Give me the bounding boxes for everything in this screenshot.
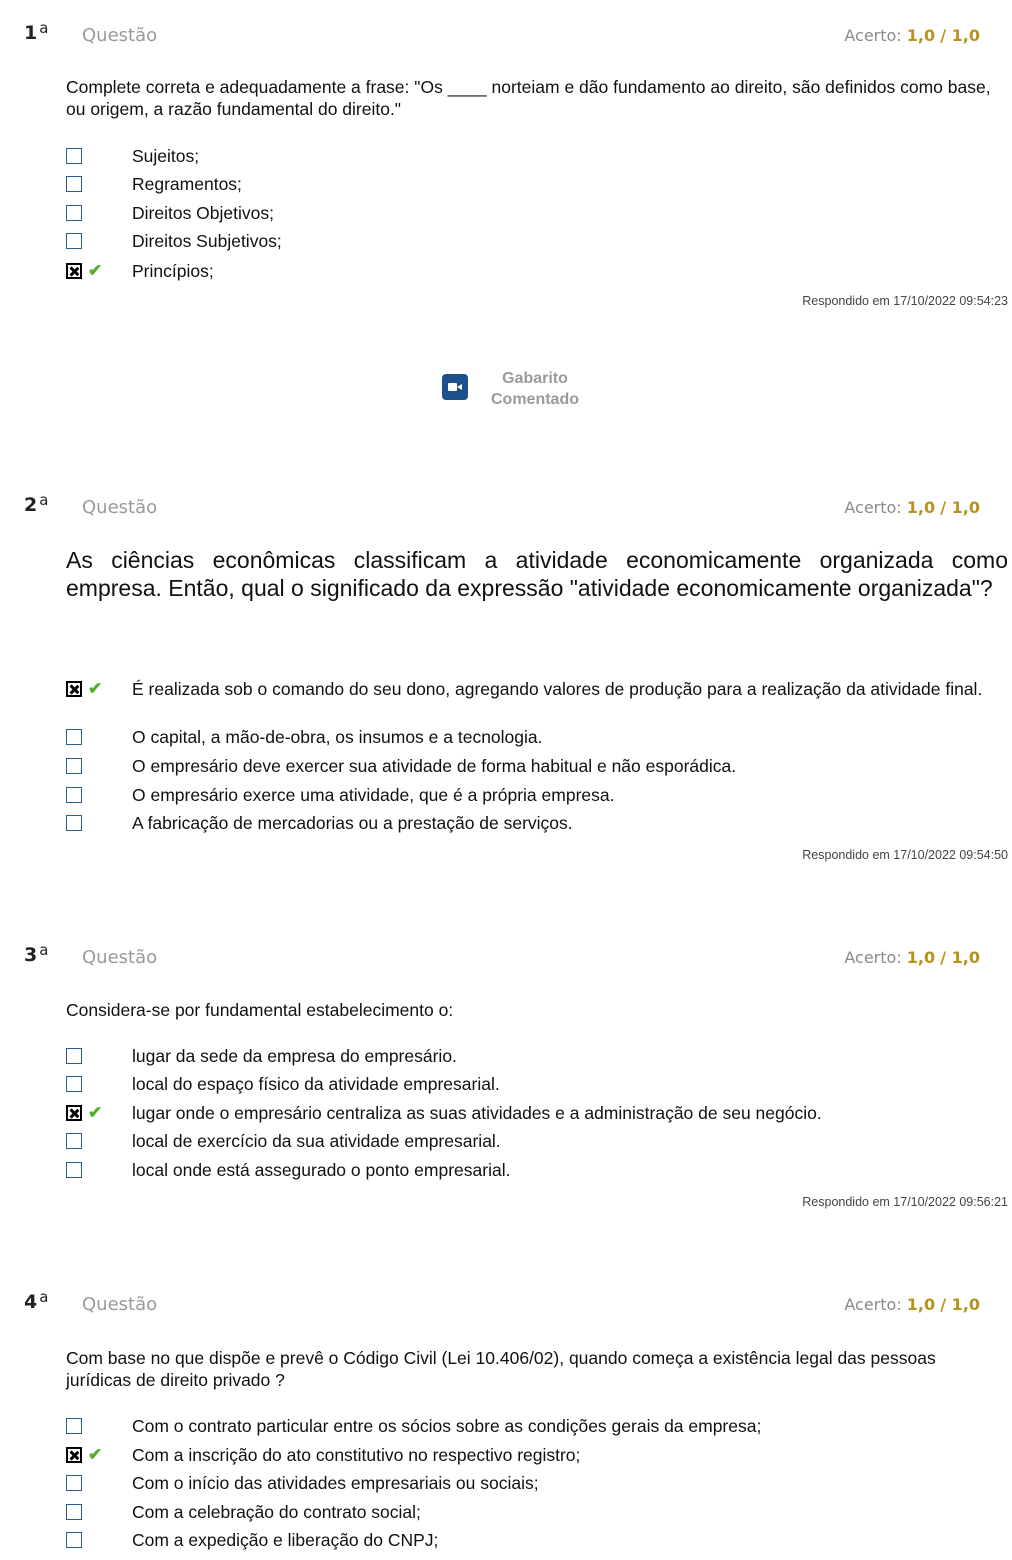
check-mark-icon: ✔ <box>88 1445 103 1464</box>
option-row[interactable] <box>66 1475 996 1503</box>
score: Acerto: 1,0 / 1,0 <box>844 1295 980 1314</box>
question-label: Questão <box>82 947 158 968</box>
checkbox[interactable] <box>66 758 82 774</box>
checked-checkbox[interactable] <box>66 1105 82 1121</box>
option-text: Com o contrato particular entre os sócios sobre as condições gerais da empresa; <box>132 1416 762 1436</box>
option-text: Princípios; <box>132 261 214 281</box>
option-text: A fabricação de mercadorias ou a prestação de serviços. <box>132 813 573 833</box>
option-text: Regramentos; <box>132 174 242 194</box>
question-label: Questão <box>82 25 158 46</box>
option-row[interactable] <box>66 729 996 757</box>
checkbox[interactable] <box>66 205 82 221</box>
checked-checkbox[interactable] <box>66 263 82 279</box>
option-text: Com o início das atividades empresariais ou sociais; <box>132 1473 539 1493</box>
question-stem: As ciências econômicas classificam a atividade economicamente organizada como empresa. Então, qual o significado da expressão "atividade economicamente organizada"? <box>66 547 1008 601</box>
question-stem: Complete correta e adequadamente a frase: "Os ____ norteiam e dão fundamento ao direito, são definidos como base, ou origem, a razão fundamental do direito." <box>66 77 991 119</box>
option-text: lugar da sede da empresa do empresário. <box>132 1046 457 1066</box>
option-text: local do espaço físico da atividade empresarial. <box>132 1074 500 1094</box>
option-text: Com a celebração do contrato social; <box>132 1502 421 1522</box>
checkbox[interactable] <box>66 1048 82 1064</box>
option-row[interactable] <box>66 787 996 815</box>
score: Acerto: 1,0 / 1,0 <box>844 26 980 45</box>
option-row[interactable] <box>66 233 996 261</box>
option-row[interactable] <box>66 681 996 727</box>
question-stem: Com base no que dispõe e prevê o Código Civil (Lei 10.406/02), quando começa a existência legal das pessoas jurídicas de direito privado ? <box>66 1348 936 1390</box>
checkbox[interactable] <box>66 176 82 192</box>
option-text: Direitos Objetivos; <box>132 203 274 223</box>
checkbox[interactable] <box>66 1532 82 1548</box>
option-row[interactable] <box>66 1532 996 1560</box>
option-row[interactable] <box>66 1504 996 1532</box>
check-mark-icon: ✔ <box>88 1103 103 1122</box>
check-mark-icon: ✔ <box>88 261 103 280</box>
answered-timestamp: Respondido em 17/10/2022 09:56:21 <box>802 1195 1008 1209</box>
option-row[interactable] <box>66 1105 996 1133</box>
option-row[interactable] <box>66 1162 996 1190</box>
answered-timestamp: Respondido em 17/10/2022 09:54:50 <box>802 848 1008 862</box>
question-label: Questão <box>82 497 158 518</box>
answered-timestamp: Respondido em 17/10/2022 09:54:23 <box>802 294 1008 308</box>
option-text: lugar onde o empresário centraliza as suas atividades e a administração de seu negócio. <box>132 1103 822 1123</box>
option-row[interactable] <box>66 176 996 204</box>
checked-checkbox[interactable] <box>66 681 82 697</box>
option-text: O capital, a mão-de-obra, os insumos e a tecnologia. <box>132 727 543 747</box>
option-text: Com a inscrição do ato constitutivo no respectivo registro; <box>132 1445 581 1465</box>
checkbox[interactable] <box>66 787 82 803</box>
option-row[interactable] <box>66 205 996 233</box>
option-text: local de exercício da sua atividade empresarial. <box>132 1131 501 1151</box>
option-text: É realizada sob o comando do seu dono, agregando valores de produção para a realização da atividade final. <box>132 679 983 699</box>
checked-checkbox[interactable] <box>66 1447 82 1463</box>
option-text: Direitos Subjetivos; <box>132 231 282 251</box>
option-row[interactable] <box>66 815 996 843</box>
option-row[interactable] <box>66 263 996 291</box>
option-text: O empresário exerce uma atividade, que é a própria empresa. <box>132 785 615 805</box>
option-row[interactable] <box>66 148 996 176</box>
option-row[interactable] <box>66 1048 996 1076</box>
checkbox[interactable] <box>66 1418 82 1434</box>
option-text: Com a expedição e liberação do CNPJ; <box>132 1530 439 1550</box>
question-number: 1 $^a$ <box>24 19 49 44</box>
option-row[interactable] <box>66 758 996 786</box>
check-mark-icon: ✔ <box>88 679 103 698</box>
checkbox[interactable] <box>66 815 82 831</box>
score: Acerto: 1,0 / 1,0 <box>844 498 980 517</box>
question-stem: Considera-se por fundamental estabelecimento o: <box>66 1000 454 1020</box>
option-text: O empresário deve exercer sua atividade de forma habitual e não esporádica. <box>132 756 737 776</box>
checkbox[interactable] <box>66 1504 82 1520</box>
checkbox[interactable] <box>66 1162 82 1178</box>
checkbox[interactable] <box>66 1133 82 1149</box>
question-label: Questão <box>82 1294 158 1315</box>
option-text: Sujeitos; <box>132 146 200 166</box>
option-row[interactable] <box>66 1133 996 1161</box>
checkbox[interactable] <box>66 1076 82 1092</box>
option-row[interactable] <box>66 1447 996 1475</box>
gabarito-label: Gabarito Comentado <box>491 370 579 408</box>
video-icon <box>442 374 468 400</box>
option-row[interactable] <box>66 1076 996 1104</box>
option-text: local onde está assegurado o ponto empresarial. <box>132 1160 511 1180</box>
checkbox[interactable] <box>66 233 82 249</box>
gabarito-comentado-button[interactable] <box>442 366 592 416</box>
checkbox[interactable] <box>66 1475 82 1491</box>
checkbox[interactable] <box>66 729 82 745</box>
question-number: 3 $^a$ <box>24 941 49 966</box>
question-number: 2 $^a$ <box>24 491 49 516</box>
checkbox[interactable] <box>66 148 82 164</box>
option-row[interactable] <box>66 1418 996 1446</box>
question-number: 4 $^a$ <box>24 1288 49 1313</box>
score: Acerto: 1,0 / 1,0 <box>844 948 980 967</box>
